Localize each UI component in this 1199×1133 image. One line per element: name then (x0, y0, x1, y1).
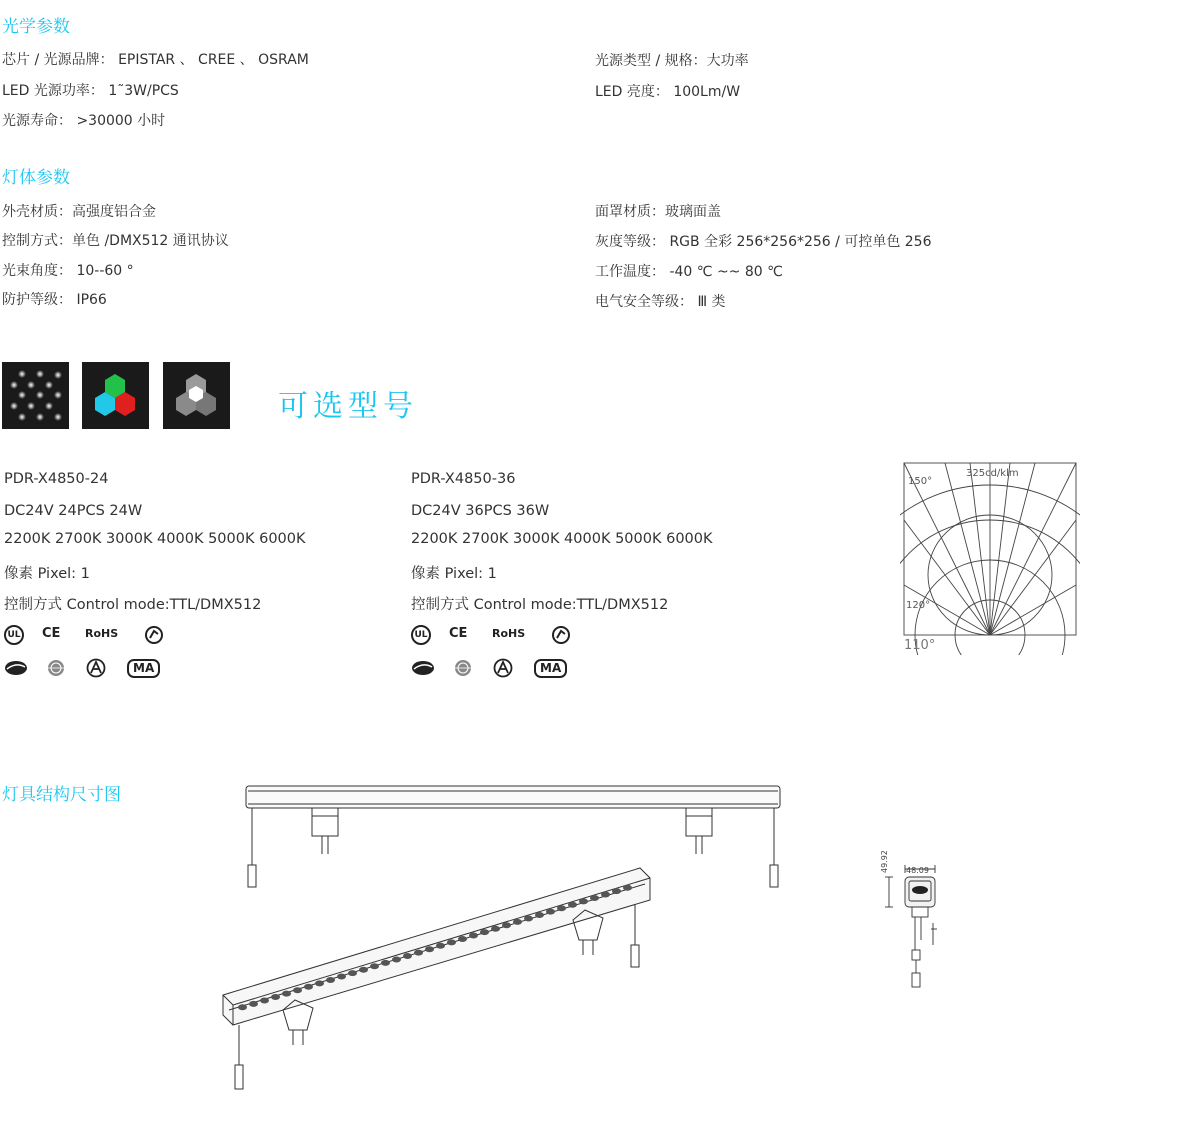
model-1-name: PDR-X4850-24 (4, 471, 109, 487)
polar-angle-120: 120° (906, 600, 931, 611)
led-dot (524, 916, 533, 922)
cma-cert-icon: MA (534, 659, 567, 678)
body-spec-beam-angle: 光束角度： 10--60 ° (2, 263, 134, 279)
optical-spec-brightness: LED 亮度： 100Lm/W (595, 84, 741, 100)
side-view-drawing (875, 845, 955, 995)
optical-spec-lifetime: 光源寿命： >30000 小时 (2, 113, 166, 129)
model-2-name: PDR-X4850-36 (411, 471, 516, 487)
led-dot (491, 926, 500, 932)
led-dot (414, 950, 423, 956)
ce-cert-icon: CE (449, 626, 468, 641)
model-2-spec: DC24V 36PCS 36W (411, 503, 550, 519)
led-dot (271, 994, 280, 1000)
cnas-cert-icon (4, 660, 28, 676)
ilac-cert-icon (47, 659, 65, 677)
led-dot (392, 957, 401, 963)
swatch-rgb (82, 362, 149, 429)
rgb-hexagons-icon (82, 362, 149, 429)
model-1-spec: DC24V 24PCS 24W (4, 503, 143, 519)
swatch-mono (163, 362, 230, 429)
polar-angle-110: 110° (904, 638, 936, 653)
body-section-title: 灯体参数 (2, 168, 70, 188)
led-dot (282, 991, 291, 997)
led-dot (502, 922, 511, 928)
body-spec-safety-class: 电气安全等级： Ⅲ 类 (595, 294, 726, 310)
body-spec-housing: 外壳材质：高强度铝合金 (2, 204, 156, 220)
cma-cert-icon: MA (127, 659, 160, 678)
body-spec-temperature: 工作温度： -40 ℃ ~~ 80 ℃ (595, 264, 783, 280)
dim-width-label: 48.09 (906, 866, 929, 875)
led-dot (370, 963, 379, 969)
led-dot (557, 905, 566, 911)
led-dot (425, 946, 434, 952)
led-dot (535, 912, 544, 918)
white-dots-icon (2, 362, 69, 429)
led-dot (326, 977, 335, 983)
led-dot (436, 943, 445, 949)
ul-cert-icon: UL (411, 625, 431, 645)
led-dot (260, 998, 269, 1004)
green-dot-cert-icon (551, 625, 571, 645)
model-2-cct: 2200K 2700K 3000K 4000K 5000K 6000K (411, 531, 713, 547)
led-dot (579, 898, 588, 904)
body-spec-cover: 面罩材质：玻璃面盖 (595, 204, 721, 220)
rohs-cert-icon: RoHS (85, 627, 119, 640)
led-dot (612, 888, 621, 894)
cal-cert-icon (493, 658, 513, 678)
led-dot (348, 970, 357, 976)
cal-cert-icon (86, 658, 106, 678)
led-dot (546, 909, 555, 915)
models-title: 可选型号 (278, 389, 418, 424)
model-1-control: 控制方式 Control mode:TTL/DMX512 (4, 597, 262, 613)
ilac-cert-icon (454, 659, 472, 677)
led-dot (238, 1004, 247, 1010)
led-dot (337, 974, 346, 980)
led-dot (513, 919, 522, 925)
optical-section-title: 光学参数 (2, 17, 70, 37)
polar-value-label: 325cd/klm (966, 468, 1019, 479)
model-2-control: 控制方式 Control mode:TTL/DMX512 (411, 597, 669, 613)
model-1-cct: 2200K 2700K 3000K 4000K 5000K 6000K (4, 531, 306, 547)
ce-cert-icon: CE (42, 626, 61, 641)
led-dot (458, 936, 467, 942)
dim-height-label: 49.92 (880, 850, 889, 873)
body-spec-control: 控制方式：单色 /DMX512 通讯协议 (2, 233, 229, 249)
polar-angle-150: 150° (908, 476, 933, 487)
optical-spec-chip-brand: 芯片 / 光源品牌： EPISTAR 、 CREE 、 OSRAM (2, 52, 309, 68)
led-dot (568, 902, 577, 908)
led-dot (359, 967, 368, 973)
led-dot (293, 987, 302, 993)
body-spec-grayscale: 灰度等级： RGB 全彩 256*256*256 / 可控单色 256 (595, 234, 932, 250)
ul-cert-icon: UL (4, 625, 24, 645)
led-dot (480, 929, 489, 935)
structure-section-title: 灯具结构尺寸图 (2, 785, 121, 805)
led-dot (601, 892, 610, 898)
led-dot (249, 1001, 258, 1007)
mono-hexagons-icon (163, 362, 230, 429)
optical-spec-power: LED 光源功率： 1˜3W/PCS (2, 83, 179, 99)
cnas-cert-icon (411, 660, 435, 676)
led-dot (403, 953, 412, 959)
polar-distribution-diagram (900, 460, 1080, 655)
model-2-pixel: 像素 Pixel: 1 (411, 566, 497, 582)
body-spec-ip-rating: 防护等级： IP66 (2, 292, 107, 308)
optical-spec-source-type: 光源类型 / 规格：大功率 (595, 53, 749, 69)
led-dot (381, 960, 390, 966)
led-dot (447, 939, 456, 945)
led-dot (623, 885, 632, 891)
led-dot (304, 984, 313, 990)
perspective-view-drawing (215, 860, 660, 1100)
model-1-pixel: 像素 Pixel: 1 (4, 566, 90, 582)
led-dot (469, 933, 478, 939)
green-dot-cert-icon (144, 625, 164, 645)
led-dot (590, 895, 599, 901)
led-dot (315, 980, 324, 986)
swatch-white-dots (2, 362, 69, 429)
rohs-cert-icon: RoHS (492, 627, 526, 640)
